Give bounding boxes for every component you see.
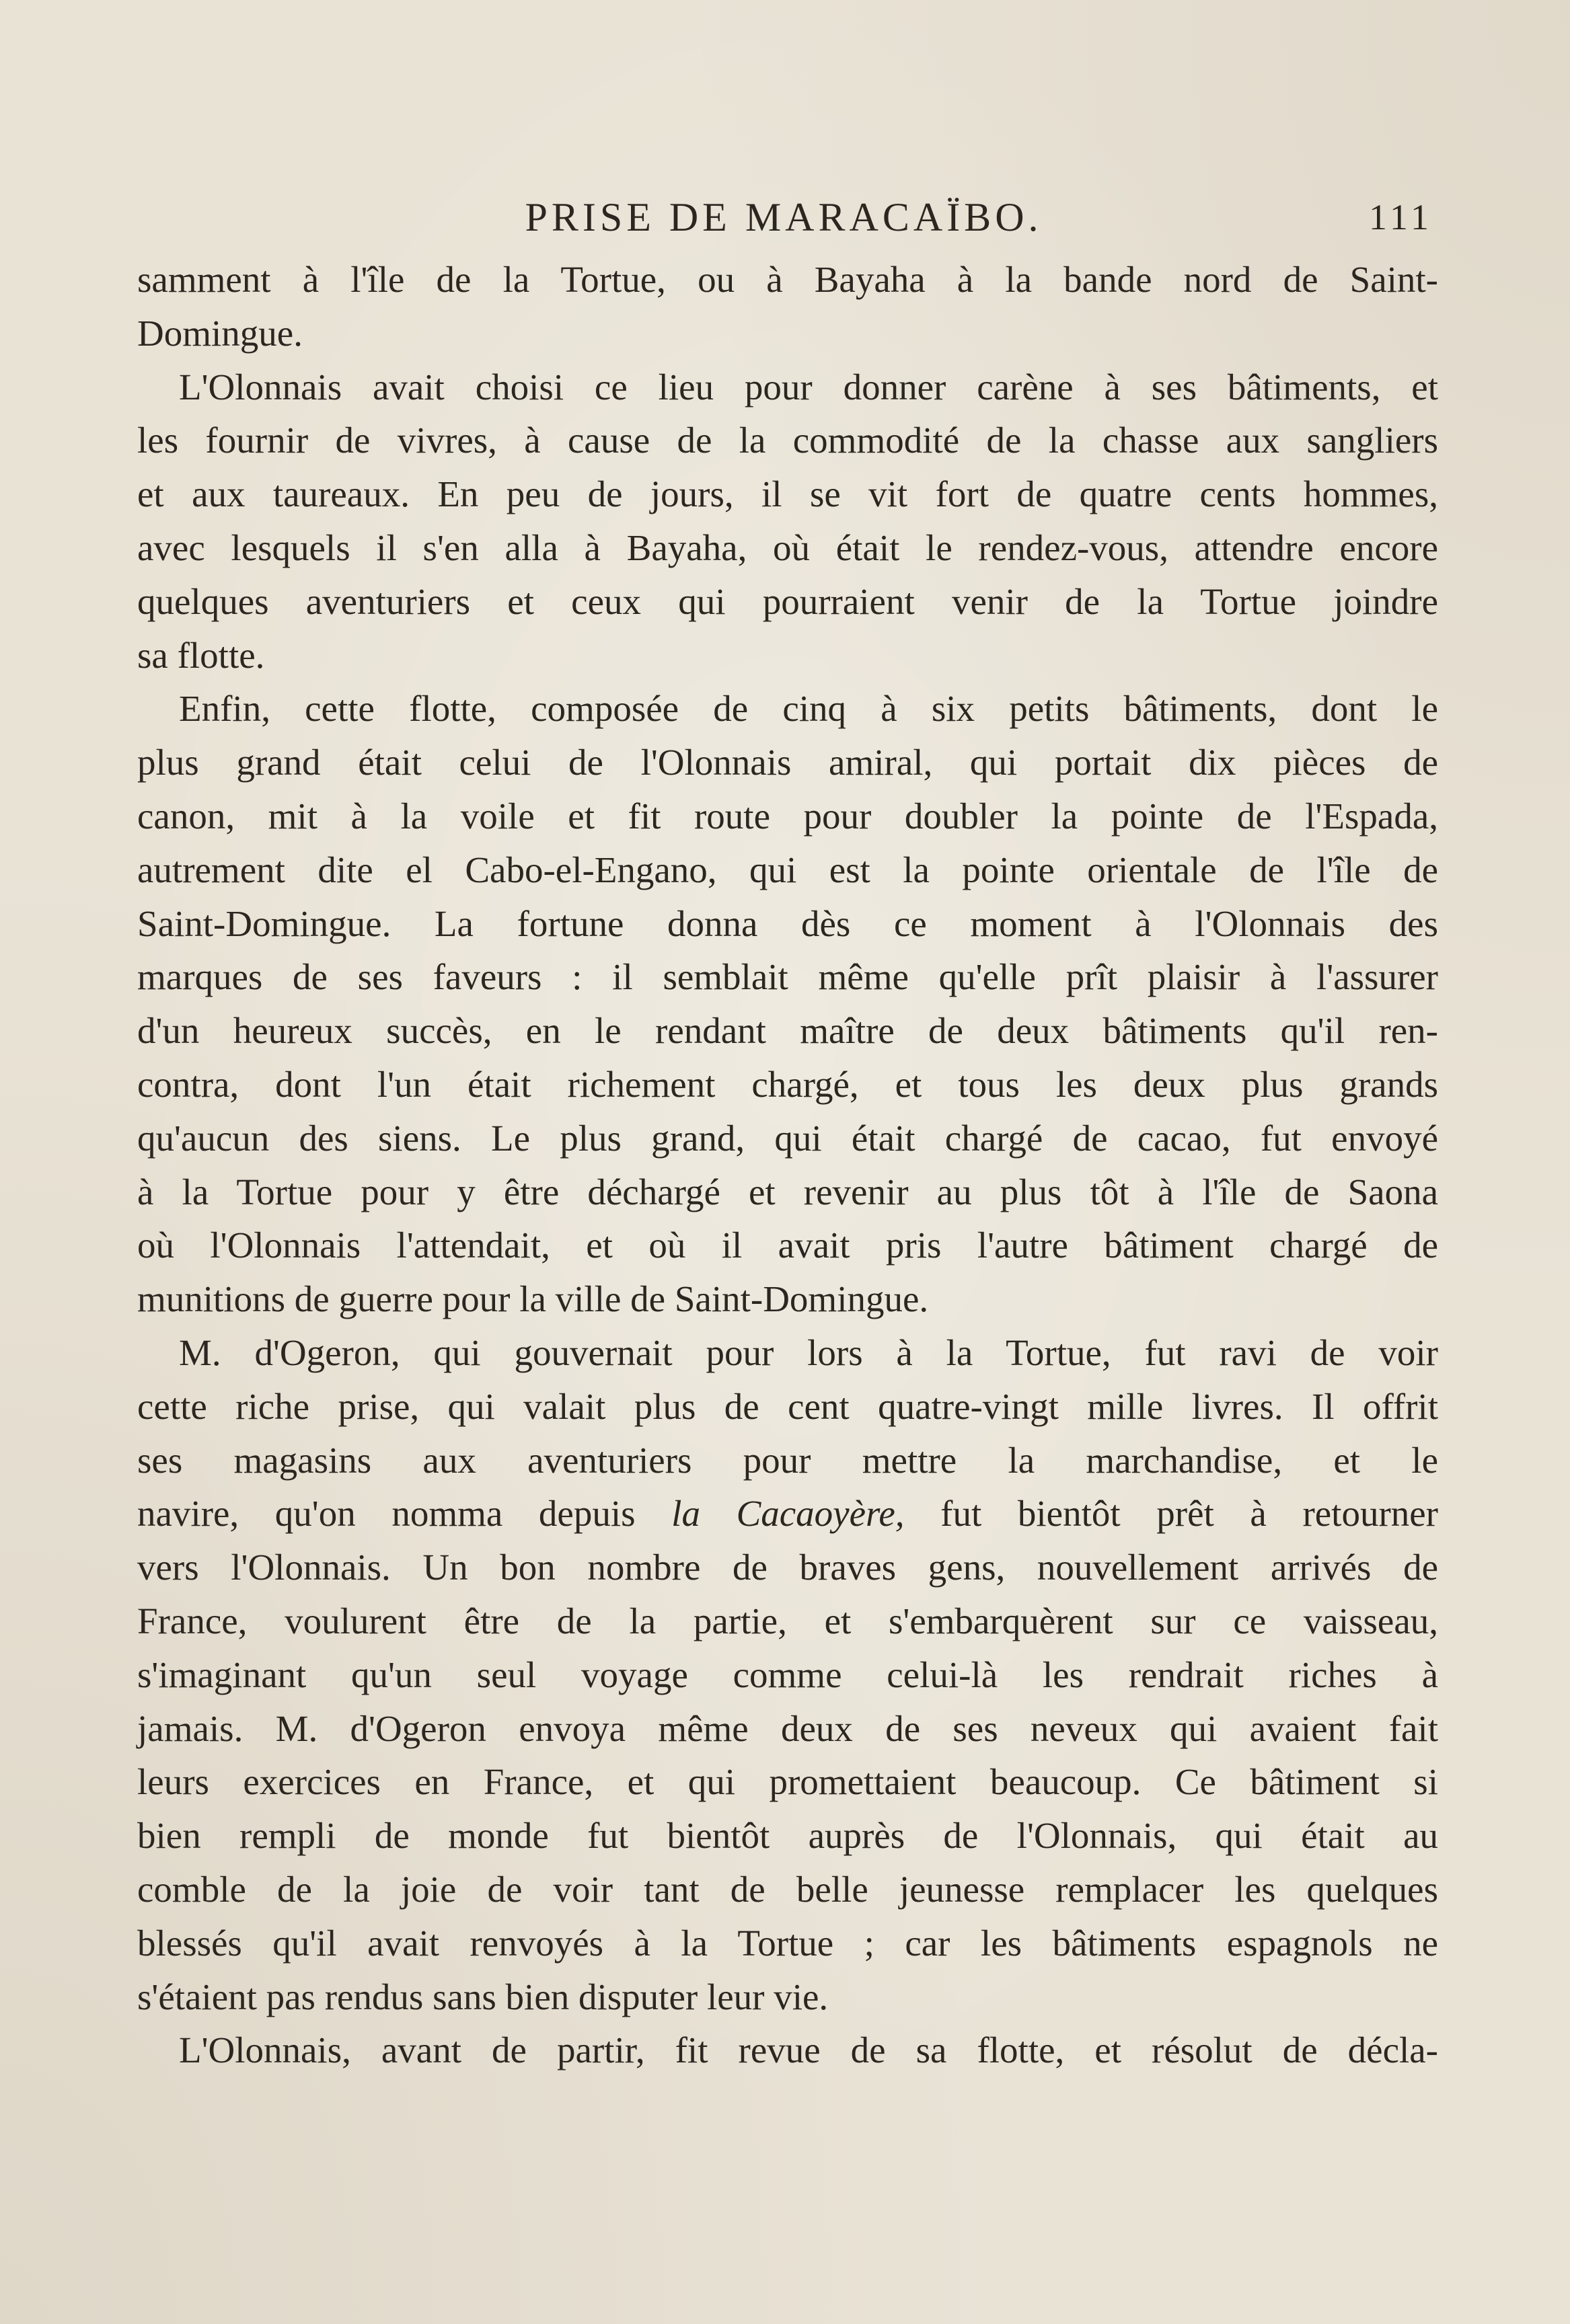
text-line: autrement dite el Cabo-el-Engano, qui est la pointe orientale de l'île de (137, 849, 1438, 890)
text-line: L'Olonnais, avant de partir, fit revue de sa flotte, et résolut de décla- (179, 2029, 1438, 2071)
text-line: samment à l'île de la Tortue, ou à Bayaha à la bande nord de Saint- (137, 259, 1438, 300)
text-line: canon, mit à la voile et fit route pour doubler la pointe de l'Espada, (137, 795, 1438, 837)
text-line: s'imaginant qu'un seul voyage comme celui-là les rendrait riches à (137, 1654, 1438, 1695)
text-line: munitions de guerre pour la ville de Saint-Domingue. (137, 1278, 929, 1320)
text-segment: fut bientôt prêt à retourner (904, 1493, 1438, 1535)
text-line: jamais. M. d'Ogeron envoya même deux de ses neveux qui avaient fait (137, 1707, 1438, 1749)
text-line: comble de la joie de voir tant de belle jeunesse remplacer les quelques (137, 1868, 1438, 1910)
running-title: PRISE DE MARACAÏBO. (525, 195, 1043, 239)
page-number: 111 (1369, 197, 1433, 237)
text-line: M. d'Ogeron, qui gouvernait pour lors à la Tortue, fut ravi de voir (179, 1331, 1438, 1373)
italic-ship-name: la Cacaoyère, (671, 1493, 905, 1535)
text-line: sa flotte. (137, 634, 265, 676)
text-line: contra, dont l'un était richement chargé, et tous les deux plus grands (137, 1063, 1438, 1105)
text-line: où l'Olonnais l'attendait, et où il avait pris l'autre bâtiment chargé de (137, 1225, 1438, 1266)
text-line: cette riche prise, qui valait plus de cent quatre-vingt mille livres. Il offrit (137, 1385, 1438, 1427)
text-line: France, voulurent être de la partie, et s'embarquèrent sur ce vaisseau, (137, 1600, 1438, 1641)
body-text (137, 253, 1438, 2077)
text-line: Saint-Domingue. La fortune donna dès ce moment à l'Olonnais des (137, 902, 1438, 944)
text-line: les fournir de vivres, à cause de la commodité de la chasse aux sangliers (137, 420, 1438, 461)
text-line: leurs exercices en France, et qui promettaient beaucoup. Ce bâtiment si (137, 1761, 1438, 1803)
text-line: avec lesquels il s'en alla à Bayaha, où était le rendez-vous, attendre encore (137, 527, 1438, 568)
text-line: à la Tortue pour y être déchargé et revenir au plus tôt à l'île de Saona (137, 1171, 1438, 1212)
text-line: et aux taureaux. En peu de jours, il se vit fort de quatre cents hommes, (137, 473, 1438, 515)
text-line: quelques aventuriers et ceux qui pourraient venir de la Tortue joindre (137, 580, 1438, 622)
text-line: s'étaient pas rendus sans bien disputer leur vie. (137, 1976, 829, 2017)
text-line: qu'aucun des siens. Le plus grand, qui était chargé de cacao, fut envoyé (137, 1117, 1438, 1159)
text-line: d'un heureux succès, en le rendant maître de deux bâtiments qu'il ren- (137, 1010, 1438, 1052)
text-line: ses magasins aux aventuriers pour mettre la marchandise, et le (137, 1439, 1438, 1481)
running-head (135, 187, 1433, 247)
text-line: bien rempli de monde fut bientôt auprès de l'Olonnais, qui était au (137, 1815, 1438, 1857)
text-line: L'Olonnais avait choisi ce lieu pour donner carène à ses bâtiments, et (179, 366, 1438, 408)
text-line: plus grand était celui de l'Olonnais amiral, qui portait dix pièces de (137, 742, 1438, 783)
text-line: marques de ses faveurs : il semblait même qu'elle prît plaisir à l'assurer (137, 956, 1438, 998)
text-segment: navire, qu'on nomma depuis (137, 1493, 672, 1535)
text-line: Domingue. (137, 312, 303, 354)
text-line: Enfin, cette flotte, composée de cinq à six petits bâtiments, dont le (179, 688, 1438, 730)
text-line: blessés qu'il avait renvoyés à la Tortue ; car les bâtiments espagnols ne (137, 1922, 1438, 1964)
text-line: vers l'Olonnais. Un bon nombre de braves gens, nouvellement arrivés de (137, 1547, 1438, 1588)
text-line-with-italic (137, 1487, 1438, 1541)
